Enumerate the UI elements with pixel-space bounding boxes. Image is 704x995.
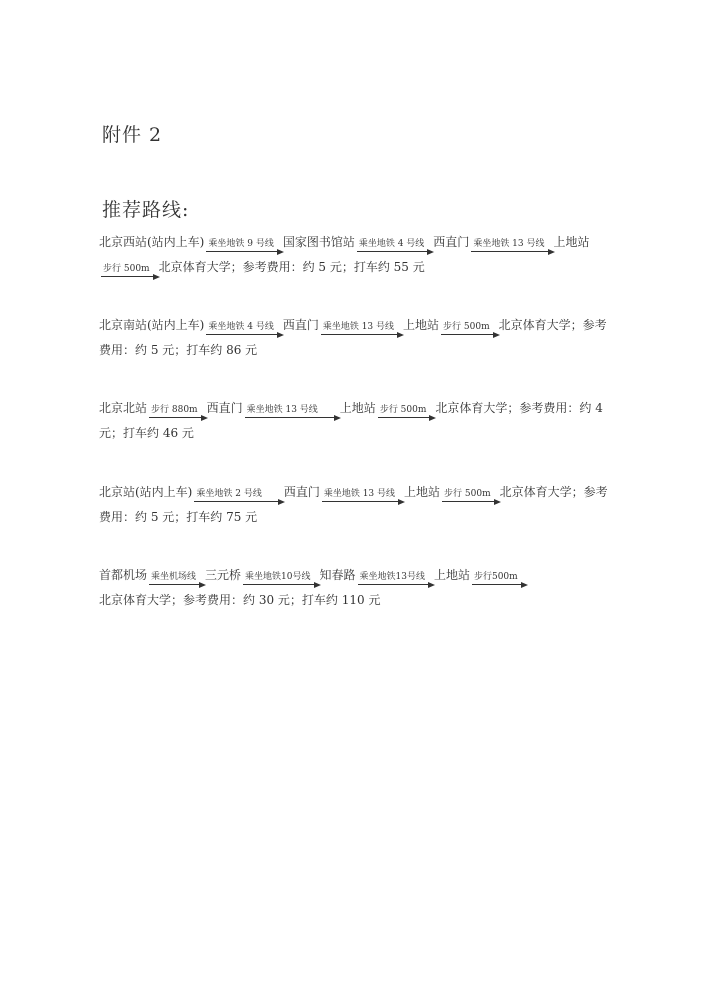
destination: 北京体育大学	[99, 593, 172, 607]
station: 上地站	[433, 568, 470, 582]
transit-segment: 乘坐地铁10号线	[243, 571, 317, 585]
attachment-label: 附件 2	[102, 124, 163, 146]
transit-segment: 乘坐地铁 4 号线	[206, 321, 280, 335]
station: 北京北站	[99, 401, 148, 415]
transit-segment: 乘坐机场线	[149, 571, 203, 585]
station: 西直门	[433, 235, 470, 249]
transit-segment: 乘坐地铁 4 号线	[357, 238, 431, 252]
arrow-icon	[398, 499, 405, 505]
station: 上地站	[404, 485, 441, 499]
arrow-icon	[277, 332, 284, 338]
transit-segment: 乘坐地铁 13 号线	[321, 321, 401, 335]
station: 上地站	[403, 318, 440, 332]
route-beijing-station	[99, 480, 609, 530]
arrow-icon	[334, 415, 341, 421]
route-beijing-west	[99, 230, 609, 280]
transit-segment: 乘坐地铁 13 号线	[322, 488, 402, 502]
arrow-icon	[428, 582, 435, 588]
cost-info: ；参考费用：约 30 元；打车约 110 元	[171, 593, 381, 607]
station: 首都机场	[99, 568, 148, 582]
arrow-icon	[199, 582, 206, 588]
transit-segment: 乘坐地铁13号线	[358, 571, 432, 585]
arrow-icon	[397, 332, 404, 338]
arrow-icon	[429, 415, 436, 421]
arrow-icon	[153, 274, 160, 280]
cost-info: ；参考费用：约 5 元；打车约 86 元	[99, 318, 607, 357]
transit-segment: 步行 500m	[101, 263, 157, 277]
station: 上地站	[339, 401, 376, 415]
station: 西直门	[283, 485, 320, 499]
arrow-icon	[494, 499, 501, 505]
transit-segment: 乘坐地铁 2 号线	[194, 488, 281, 502]
transit-segment: 乘坐地铁 13 号线	[245, 404, 338, 418]
arrow-icon	[278, 499, 285, 505]
transit-segment: 步行 500m	[441, 321, 497, 335]
destination: 北京体育大学	[435, 401, 508, 415]
station: 西直门	[206, 401, 243, 415]
station: 国家图书馆站	[282, 235, 355, 249]
arrow-icon	[548, 249, 555, 255]
transit-segment: 乘坐地铁 9 号线	[206, 238, 280, 252]
station: 三元桥	[205, 568, 242, 582]
destination: 北京体育大学	[499, 485, 572, 499]
transit-segment: 步行 500m	[442, 488, 498, 502]
route-capital-airport	[99, 563, 609, 613]
station: 上地站	[553, 235, 590, 249]
station: 北京南站(站内上车)	[99, 318, 205, 332]
section-title: 推荐路线:	[102, 199, 190, 221]
transit-segment: 步行 500m	[378, 404, 434, 418]
arrow-icon	[493, 332, 500, 338]
arrow-icon	[201, 415, 208, 421]
destination: 北京体育大学	[158, 260, 231, 274]
arrow-icon	[427, 249, 434, 255]
route-beijing-north	[99, 396, 609, 446]
transit-segment: 步行 880m	[149, 404, 205, 418]
arrow-icon	[314, 582, 321, 588]
cost-info: ；参考费用：约 5 元；打车约 55 元	[230, 260, 425, 274]
route-beijing-south	[99, 313, 609, 363]
arrow-icon	[277, 249, 284, 255]
station: 北京站(站内上车)	[99, 485, 193, 499]
station: 西直门	[282, 318, 319, 332]
arrow-icon	[521, 582, 528, 588]
station: 知春路	[319, 568, 356, 582]
cost-info: ；参考费用：约 4 元；打车约 46 元	[99, 401, 603, 440]
destination: 北京体育大学	[498, 318, 571, 332]
cost-info: ；参考费用：约 5 元；打车约 75 元	[99, 485, 608, 524]
station: 北京西站(站内上车)	[99, 235, 205, 249]
transit-segment: 步行500m	[472, 571, 525, 585]
transit-segment: 乘坐地铁 13 号线	[471, 238, 551, 252]
